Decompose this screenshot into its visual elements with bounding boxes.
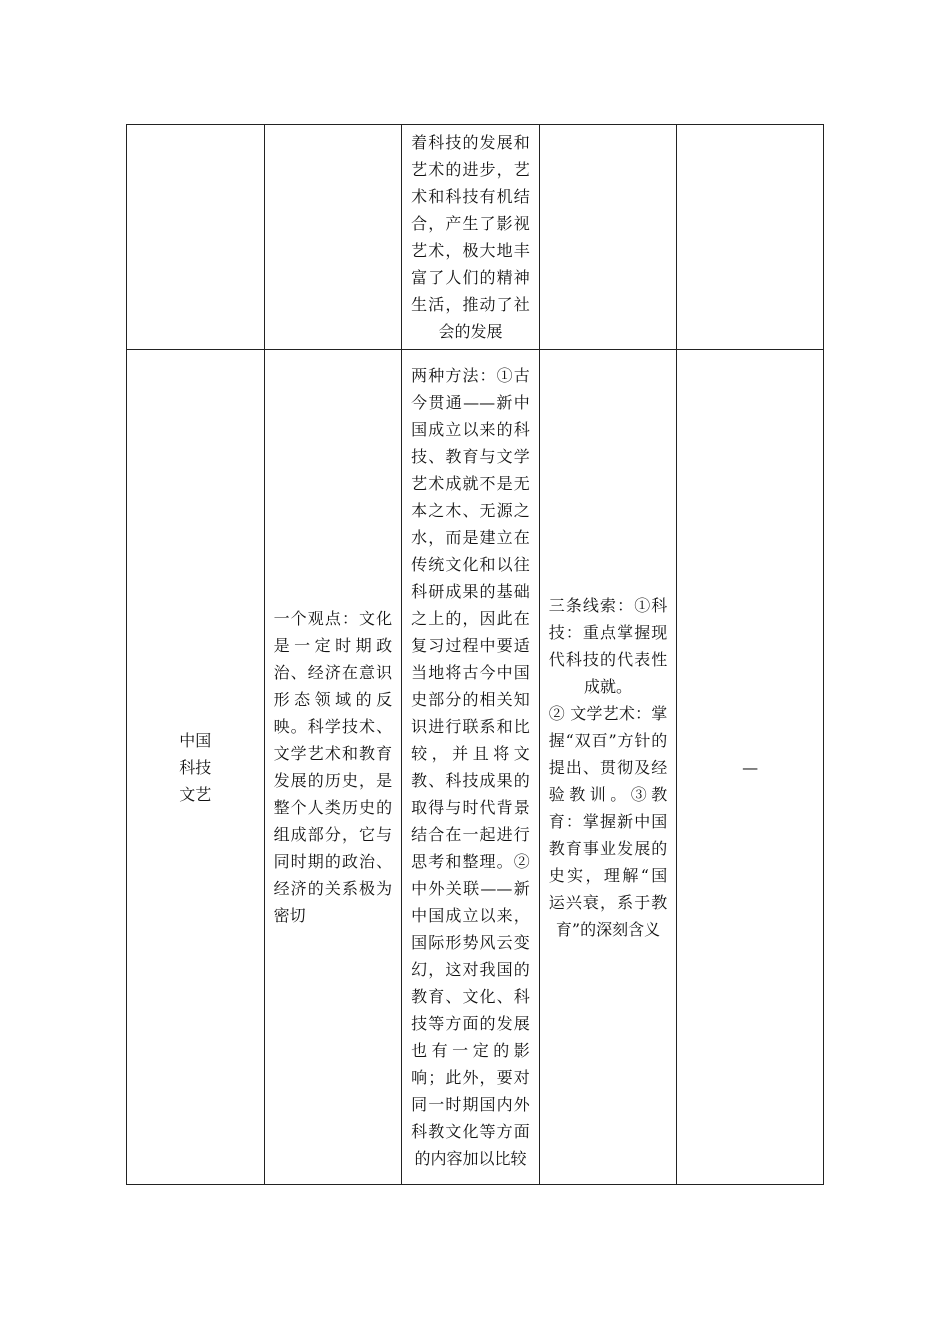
dash-cell: — bbox=[677, 350, 824, 1185]
table-cell-empty bbox=[127, 125, 265, 350]
clues-cell bbox=[539, 350, 677, 1185]
category-cell bbox=[127, 350, 265, 1185]
table-cell-empty bbox=[264, 125, 402, 350]
category-line: 科技 bbox=[179, 757, 212, 777]
table-cell-empty bbox=[677, 125, 824, 350]
viewpoint-cell: 一个观点：文化是一定时期政治、经济在意识形态领域的反映。科学技术、文学艺术和教育发展的历史，是整个人类历史的组成部分，它与同时期的政治、经济的关系极为密切 bbox=[264, 350, 402, 1185]
content-table bbox=[126, 124, 824, 1185]
table-cell-text: 着科技的发展和艺术的进步，艺术和科技有机结合，产生了影视艺术，极大地丰富了人们的精神生活，推动了社会的发展 bbox=[402, 125, 540, 350]
category-line: 文艺 bbox=[179, 784, 212, 804]
table-row bbox=[127, 125, 824, 350]
clue-paragraph: 三条线索：①科技：重点掌握现代科技的代表性成就。 bbox=[548, 595, 668, 696]
category-line: 中国 bbox=[179, 730, 212, 750]
methods-cell: 两种方法：①古今贯通——新中国成立以来的科技、教育与文学艺术成就不是无本之木、无源之水，而是建立在传统文化和以往科研成果的基础之上的，因此在复习过程中要适当地将古今中国史部分的相关知识进行联系和比较，并且将文教、科技成果的取得与时代背景结合在一起进行思考和整理。②中外关联——新中国成立以来，国际形势风云变幻，这对我国的教育、文化、科技等方面的发展也有一定的影响；此外，要对同一时期国内外科教文化等方面的内容加以比较 bbox=[402, 350, 540, 1185]
table-cell-empty bbox=[539, 125, 677, 350]
clue-paragraph: ② 文学艺术：掌握“双百”方针的提出、贯彻及经验教训。③教育：掌握新中国教育事业发展的史实，理解“国运兴衰，系于教育”的深刻含义 bbox=[548, 703, 668, 939]
table-row bbox=[127, 350, 824, 1185]
